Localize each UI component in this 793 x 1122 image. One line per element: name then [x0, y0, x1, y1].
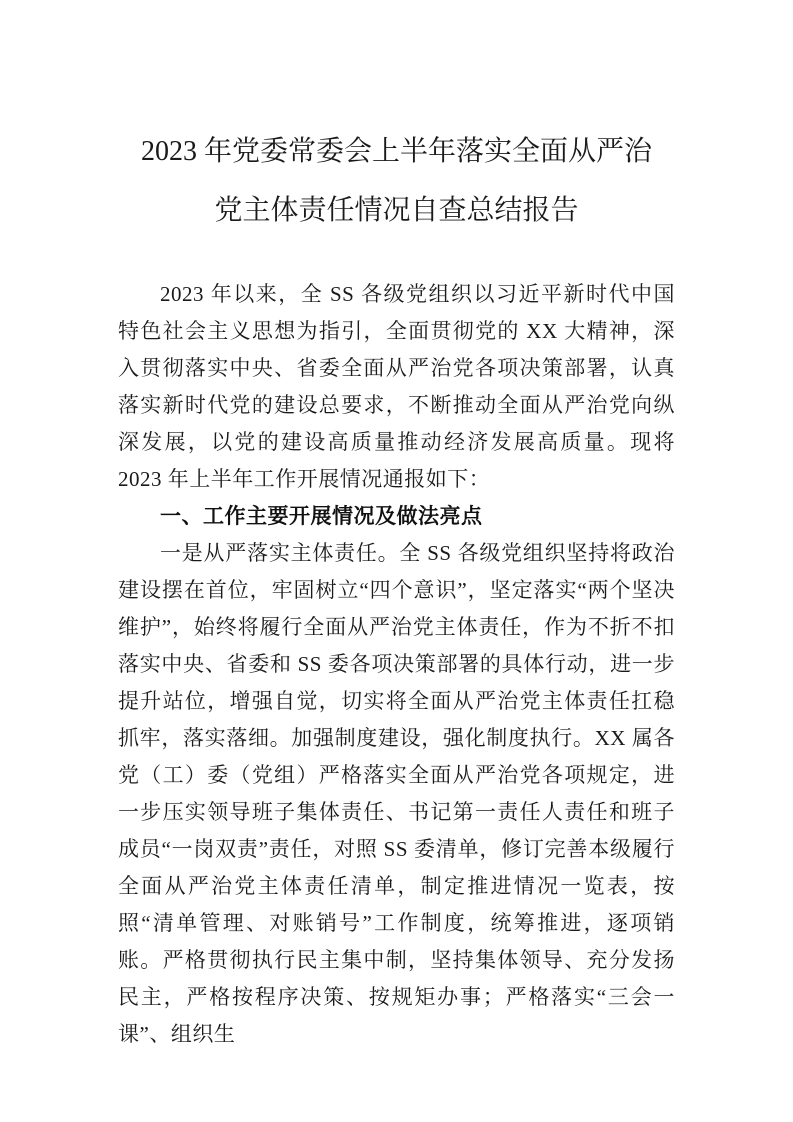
document-content — [118, 122, 675, 1053]
document-title — [118, 122, 675, 240]
document-title-line-2: 党主体责任情况自查总结报告 — [214, 195, 579, 226]
section-heading-work-overview: 一、工作主要开展情况及做法亮点 — [160, 505, 483, 528]
paragraph-introduction: 2023 年以来，全 SS 各级党组织以习近平新时代中国特色社会主义思想为指引，全面贯彻党的 XX 大精神，深入贯彻落实中央、省委全面从严治党各项决策部署，认真落实新时代党的建设总要求，不断推动全面从严治党向纵深发展，以党的建设高质量推动经济发展高质量。现将 2023 年上半年工作开展情况通报如下： — [118, 282, 675, 491]
paragraph-section-one: 一是从严落实主体责任。全 SS 各级党组织坚持将政治建设摆在首位，牢固树立“四个意识”，坚定落实“两个坚决维护”，始终将履行全面从严治党主体责任，作为不折不扣落实中央、省委和 SS 委各项决策部署的具体行动，进一步提升站位，增强自觉，切实将全面从严治党主体责任扛稳抓牢，落实落细。加强制度建设，强化制度执行。XX 属各党（工）委（党组）严格落实全面从严治党各项规定，进一步压实领导班子集体责任、书记第一责任人责任和班子成员“一岗双责”责任，对照 SS 委清单，修订完善本级履行全面从严治党主体责任清单，制定推进情况一览表，按照“清单管理、对账销号”工作制度，统筹推进，逐项销账。严格贯彻执行民主集中制，坚持集体领导、充分发扬民主，严格按程序决策、按规矩办事；严格落实“三会一课”、组织生 — [118, 541, 675, 1046]
document-title-line-1: 2023 年党委常委会上半年落实全面从严治 — [140, 136, 652, 167]
